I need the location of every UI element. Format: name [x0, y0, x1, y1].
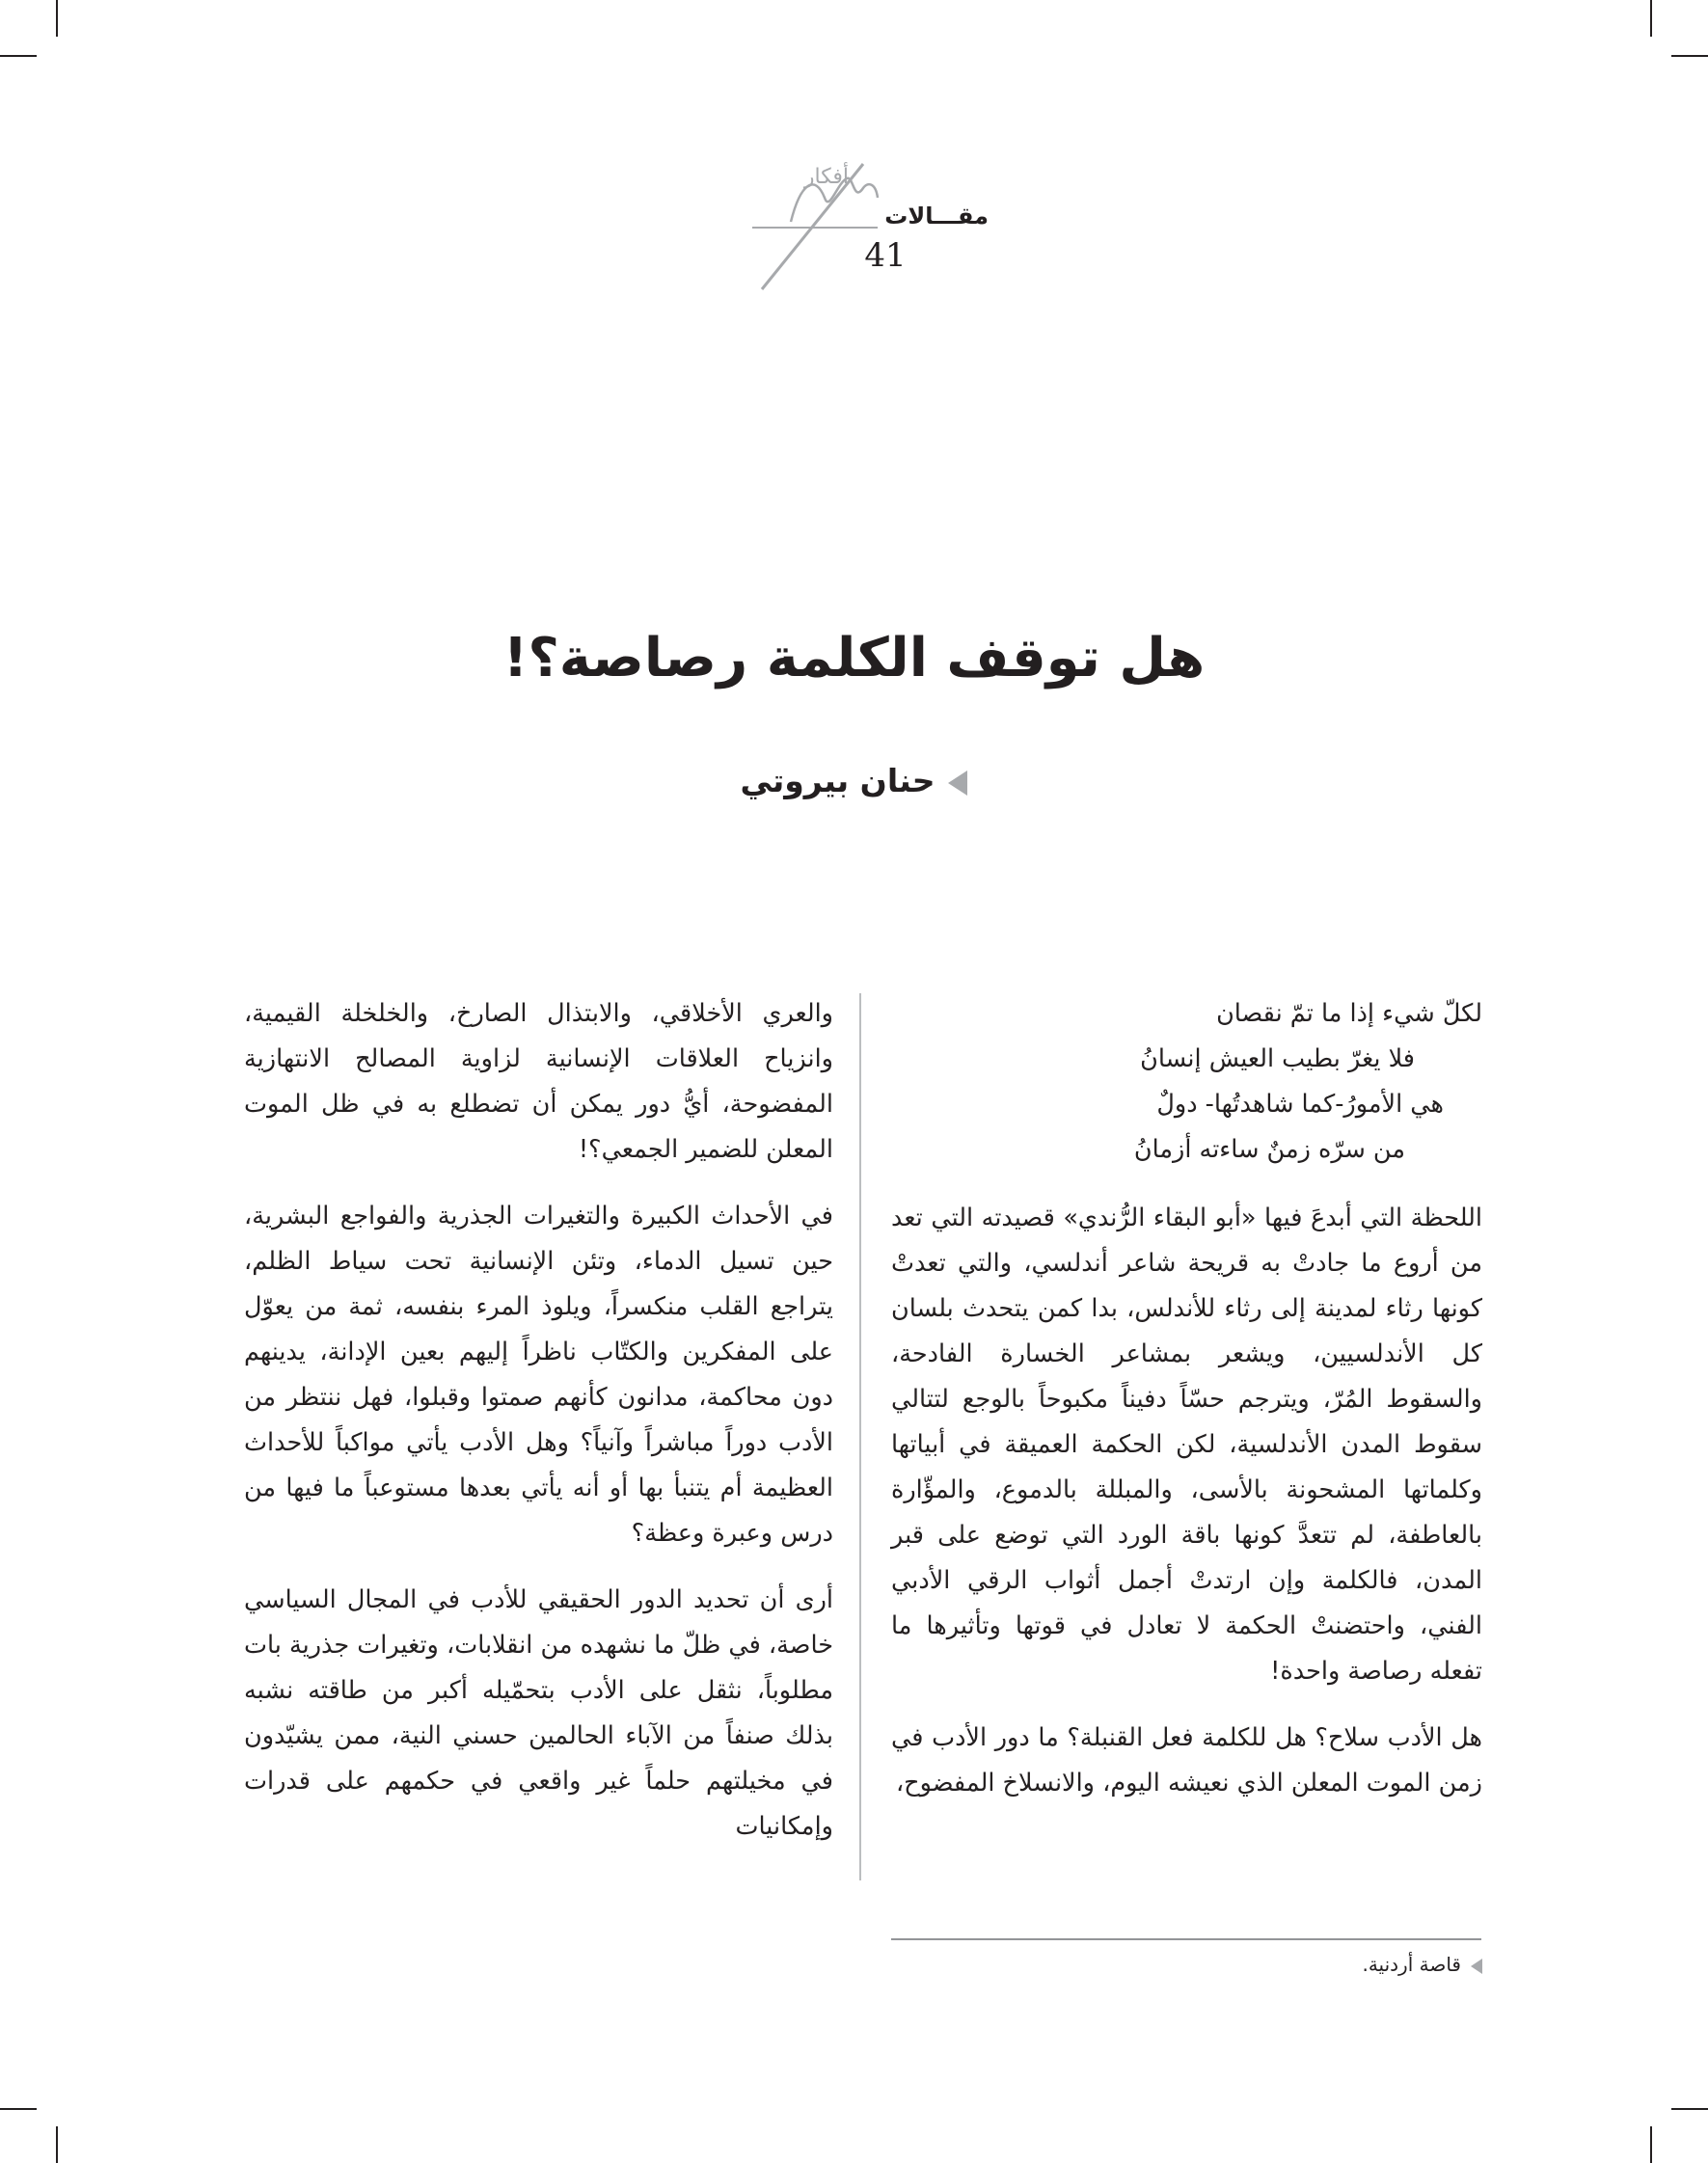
magazine-logo [733, 145, 907, 299]
crop-mark [56, 0, 58, 37]
paragraph: أرى أن تحديد الدور الحقيقي للأدب في المجال السياسي خاصة، في ظلّ ما نشهده من انقلابات، وتغيرات جذرية بات مطلوباً، نثقل على الأدب بتحمّيله أكبر من طاقته نشبه بذلك صنفاً من الآباء الحالمين حسني النية، ممن يشيّدون في مخيلتهم حلماً غير واقعي في حكمهم على قدرات وإمكانيات [243, 1585, 833, 1841]
verse-line: هي الأمورُ-كما شاهدتُها- دولٌ [1156, 1090, 1444, 1119]
crop-mark [1650, 0, 1652, 37]
svg-text:أفكار: أفكار [803, 165, 849, 189]
crop-mark [0, 55, 37, 57]
author-line [0, 762, 1708, 799]
article-title: هل توقف الكلمة رصاصة؟! [502, 627, 1206, 689]
column-divider [859, 993, 861, 1880]
crop-mark [1671, 2108, 1708, 2110]
paragraph: هل الأدب سلاح؟ هل للكلمة فعل القنبلة؟ ما دور الأدب في زمن الموت المعلن الذي نعيشه اليوم، والانسلاخ المفضوح، [891, 1723, 1482, 1798]
crop-mark [1650, 2126, 1652, 2163]
footnote-rule [891, 1938, 1481, 1940]
section-label: مقـــالات [884, 203, 989, 230]
page-number: 41 [864, 236, 907, 275]
paragraph: في الأحداث الكبيرة والتغيرات الجذرية والفواجع البشرية، حين تسيل الدماء، وتئن الإنسانية تحت سياط الظلم، يتراجع القلب منكسراً، ويلوذ المرء بنفسه، ثمة من يعوّل على المفكرين والكتّاب ناظراً إليهم بعين الإدانة، يدينهم دون محاكمة، مدانون كأنهم صمتوا وقبلوا، فهل ننتظر من الأدب دوراً مباشراً وآنياً؟ وهل الأدب يأتي مواكباً للأحداث العظيمة أم يتنبأ بها أو أنه يأتي بعدها مستوعباً ما فيها من درس وعبرة وعظة؟ [244, 1202, 833, 1548]
verse-line: لكلّ شيء إذا ما تمّ نقصان [1216, 999, 1482, 1028]
verse-line: فلا يغرّ بطيب العيش إنسانُ [1140, 1044, 1415, 1073]
poem-verse [891, 991, 1482, 1173]
crop-mark [1671, 55, 1708, 57]
triangle-bullet-icon [948, 771, 967, 796]
triangle-bullet-icon [1471, 1959, 1482, 1974]
running-header [694, 145, 1022, 299]
crop-mark [0, 2108, 37, 2110]
crop-mark [56, 2126, 58, 2163]
left-column [244, 991, 833, 1871]
author-name: حنان بيروتي [740, 762, 935, 799]
footnote-text: قاصة أردنية. [1362, 1953, 1461, 1976]
footnote [1362, 1953, 1482, 1976]
paragraph: والعري الأخلاقي، والابتذال الصارخ، والخلخلة القيمية، وانزياح العلاقات الإنسانية لزاوية المصالح الانتهازية المفضوحة، أيُّ دور يمكن أن تضطلع به في ظل الموت المعلن للضمير الجمعي؟! [244, 999, 833, 1164]
right-column [891, 991, 1482, 1827]
verse-line: من سرّه زمنٌ ساءته أزمانُ [1133, 1135, 1405, 1164]
paragraph: اللحظة التي أبدعَ فيها «أبو البقاء الرُّندي» قصيدته التي تعد من أروع ما جادتْ به قريحة شاعر أندلسي، والتي تعدتْ كونها رثاء لمدينة إلى رثاء للأندلس، بدا كمن يتحدث بلسان كل الأندلسيين، ويشعر بمشاعر الخسارة الفادحة، والسقوط المُرّ، ويترجم حسّاً دفيناً مكبوحاً بالوجع لتتالي سقوط المدن الأندلسية، لكن الحكمة العميقة في أبياتها وكلماتها المشحونة بالأسى، والمبللة بالدموع، والمؤّارة بالعاطفة، لم تتعدَّ كونها باقة الورد التي توضع على قبر المدن، فالكلمة وإن ارتدتْ أجمل أثواب الرقي الأدبي الفني، واحتضنتْ الحكمة لا تعادل في قوتها وتأثيرها ما تفعله رصاصة واحدة! [891, 1203, 1482, 1686]
